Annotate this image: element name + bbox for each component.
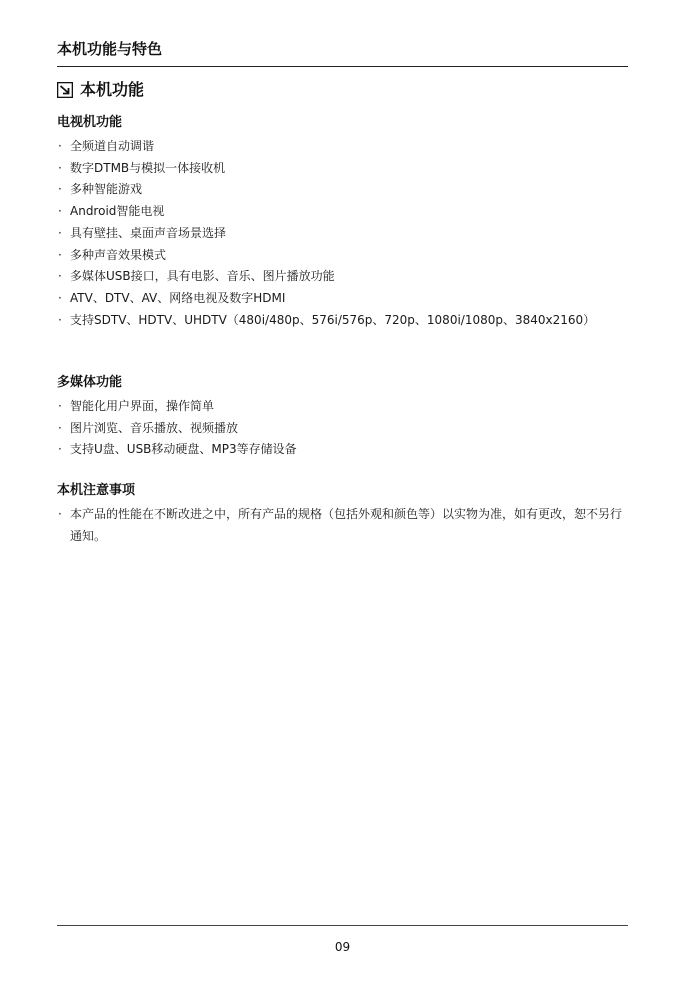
list-item-text: 支持SDTV、HDTV、UHDTV（480i/480p、576i/576p、720p、1080i/1080p、3840x2160） [70,312,596,327]
list-item-text: 全频道自动调谐 [70,139,155,153]
list-item-text: 本产品的性能在不断改进之中，所有产品的规格（包括外观和颜色等）以实物为准，如有更改，恕不另行通知。 [70,507,623,543]
bullet-dot: · [58,269,62,284]
list-item [57,266,628,288]
list-item-text: 图片浏览、音乐播放、视频播放 [70,420,239,435]
bullet-dot: · [58,160,62,175]
list-item [57,136,628,158]
tv-features-list [57,136,628,331]
list-item [57,158,628,180]
list-item [57,418,628,440]
list-item [57,504,628,547]
list-item-text: 多种声音效果模式 [70,247,167,262]
group-title: 本机注意事项 [57,483,136,498]
bullet-dot: · [58,225,62,240]
notice-group [57,482,628,547]
tv-features-group [57,114,628,331]
list-item [57,179,628,201]
list-item [57,396,628,418]
list-item-text: 多种智能游戏 [70,182,143,197]
list-item [57,223,628,245]
page-header [57,38,628,67]
bullet-dot: · [58,182,62,197]
section-heading [57,80,144,100]
list-item [57,310,628,332]
bullet-dot: · [58,507,62,521]
list-item-text: 智能化用户界面，操作简单 [70,399,215,413]
group-title: 多媒体功能 [57,375,123,390]
bullet-dot: · [58,290,62,305]
list-item [57,288,628,310]
multimedia-features-group [57,374,628,461]
bullet-dot: · [58,204,62,219]
bullet-dot: · [58,442,62,457]
list-item-text: 数字DTMB与模拟一体接收机 [70,160,226,175]
group-title: 电视机功能 [57,115,123,130]
list-item [57,439,628,461]
checked-box-icon [57,82,73,98]
page-header-title: 本机功能与特色 [57,40,163,58]
list-item-text: 多媒体USB接口，具有电影、音乐、图片播放功能 [70,269,335,284]
bullet-dot: · [58,420,62,435]
list-item-text: ATV、DTV、AV、网络电视及数字HDMI [70,290,286,305]
multimedia-features-list [57,396,628,461]
page-number: 09 [334,940,351,954]
list-item [57,201,628,223]
bullet-dot: · [58,247,62,262]
section-title: 本机功能 [80,80,145,99]
list-item [57,245,628,267]
bullet-dot: · [58,312,62,327]
footer-rule [57,925,628,926]
list-item-text: 支持U盘、USB移动硬盘、MP3等存储设备 [70,442,297,457]
bullet-dot: · [58,139,62,153]
bullet-dot: · [58,399,62,413]
list-item-text: Android智能电视 [70,204,165,219]
list-item-text: 具有壁挂、桌面声音场景选择 [70,225,227,240]
notice-list [57,504,628,547]
